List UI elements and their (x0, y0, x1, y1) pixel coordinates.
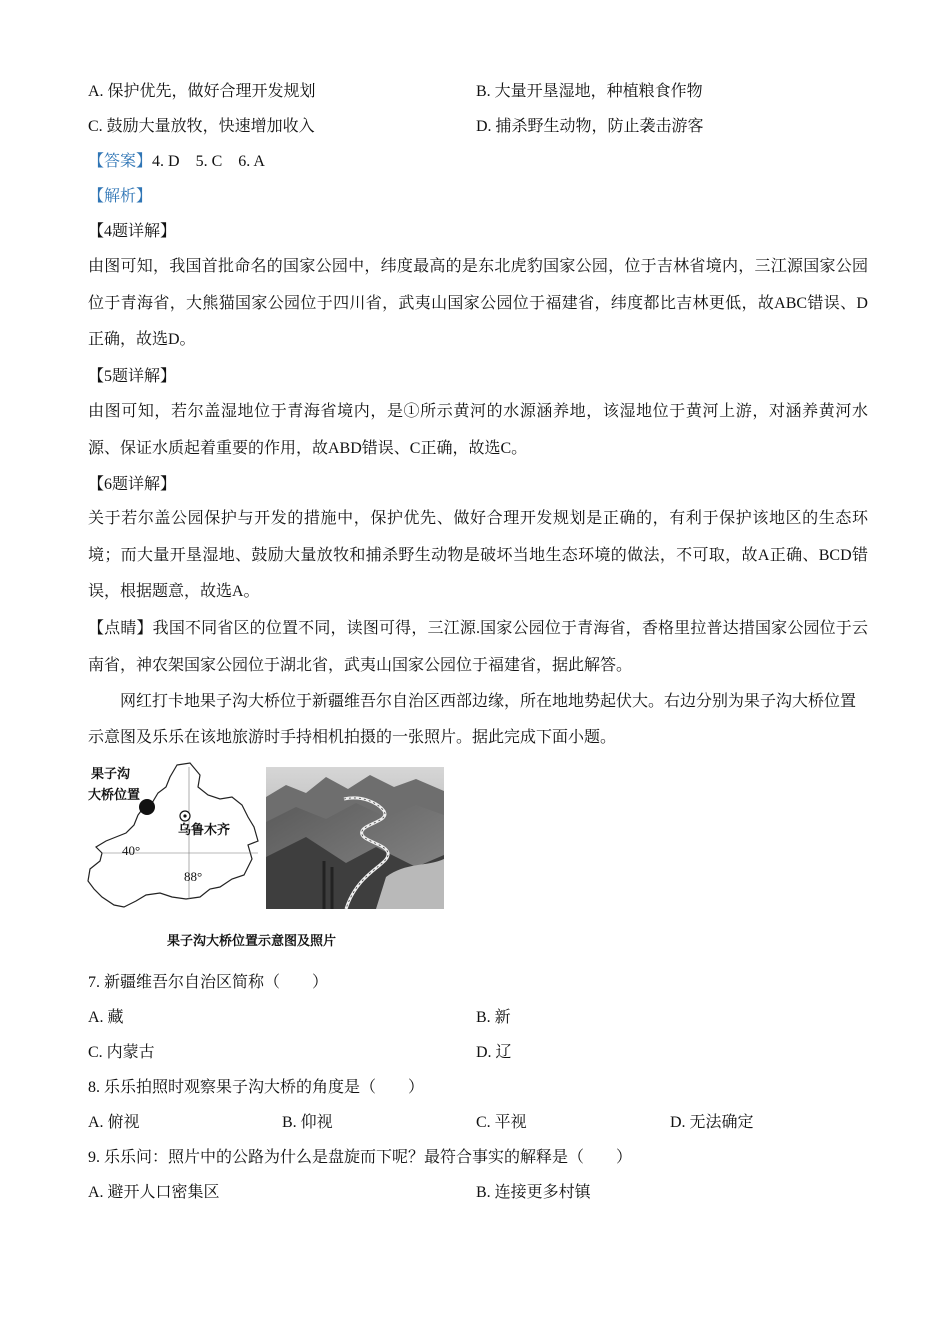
bridge-photo (266, 767, 444, 909)
q8-option-d: D. 无法确定 (670, 1114, 754, 1131)
answer-text: 4. D 5. C 6. A (152, 153, 265, 170)
q5-heading: 【5题详解】 (88, 368, 177, 385)
longitude-label: 88° (184, 869, 203, 884)
q4-explanation: 由图可知，我国首批命名的国家公园中，纬度最高的是东北虎豹国家公园，位于吉林省境内，三江源国家公园位于青海省，大熊猫国家公园位于四川省，武夷山国家公园位于福建省，纬度都比吉林更低，故ABC错误、D正确，故选D。 (88, 258, 868, 348)
q6-option-c: C. 鼓励大量放牧，快速增加收入 (88, 118, 315, 135)
q6-explanation: 关于若尔盖公园保护与开发的措施中，保护优先、做好合理开发规划是正确的，有利于保护该地区的生态环境；而大量开垦湿地、鼓励大量放牧和捕杀野生动物是破坏当地生态环境的做法，不可取，故A正确、BCD错误，根据题意，故选A。 (88, 510, 868, 600)
q9-option-a: A. 避开人口密集区 (88, 1184, 220, 1201)
q6-option-d: D. 捕杀野生动物，防止袭击游客 (476, 118, 704, 135)
xinjiang-map (82, 757, 262, 917)
question-intro: 网红打卡地果子沟大桥位于新疆维吾尔自治区西部边缘，所在地地势起伏大。右边分别为果子沟大桥位置示意图及乐乐在该地旅游时手持相机拍摄的一张照片。据此完成下面小题。 (88, 691, 857, 746)
figure-caption: 果子沟大桥位置示意图及照片 (167, 934, 337, 949)
answer-line (88, 152, 265, 172)
q9-option-b: B. 连接更多村镇 (476, 1184, 591, 1201)
tip-block (88, 611, 868, 684)
bridge-label-1: 果子沟 (91, 767, 131, 782)
q8-option-b: B. 仰视 (282, 1114, 333, 1131)
latitude-label: 40° (122, 843, 141, 858)
q6-option-a: A. 保护优先，做好合理开发规划 (88, 83, 316, 100)
q7-option-d: D. 辽 (476, 1044, 512, 1061)
q8-option-c: C. 平视 (476, 1114, 527, 1131)
q8-stem: 8. 乐乐拍照时观察果子沟大桥的角度是（ ） (88, 1079, 425, 1096)
tip-tag: 【点睛】 (88, 620, 153, 637)
tip-text: 我国不同省区的位置不同，读图可得，三江源.国家公园位于青海省，香格里拉普达措国家公园位于云南省，神农架国家公园位于湖北省，武夷山国家公园位于福建省，据此解答。 (88, 620, 868, 674)
q7-option-c: C. 内蒙古 (88, 1044, 155, 1061)
q5-explanation: 由图可知，若尔盖湿地位于青海省境内，是①所示黄河的水源涵养地，该湿地位于黄河上游，对涵养黄河水源、保证水质起着重要的作用，故ABD错误、C正确，故选C。 (88, 403, 868, 457)
q9-stem: 9. 乐乐问：照片中的公路为什么是盘旋而下呢？最符合事实的解释是（ ） (88, 1149, 633, 1166)
q7-stem: 7. 新疆维吾尔自治区简称（ ） (88, 974, 329, 991)
q6-option-b: B. 大量开垦湿地，种植粮食作物 (476, 83, 703, 100)
bridge-location-marker (139, 799, 155, 815)
q8-option-a: A. 俯视 (88, 1114, 140, 1131)
q7-option-a: A. 藏 (88, 1009, 124, 1026)
answer-tag: 【答案】 (88, 153, 153, 170)
city-label: 乌鲁木齐 (178, 823, 231, 838)
bridge-label-2: 大桥位置 (88, 788, 141, 803)
analysis-tag: 【解析】 (88, 188, 153, 205)
q7-option-b: B. 新 (476, 1009, 511, 1026)
region-outline (88, 763, 258, 907)
q6-heading: 【6题详解】 (88, 476, 177, 493)
q4-heading: 【4题详解】 (88, 223, 177, 240)
